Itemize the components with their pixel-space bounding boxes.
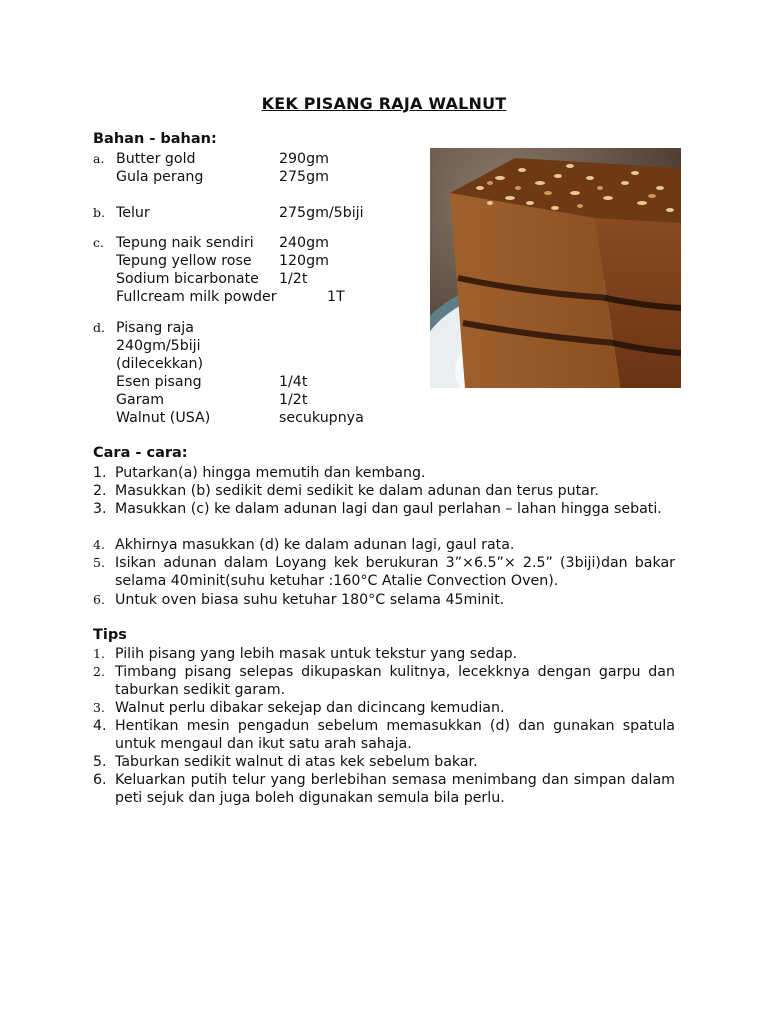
step-number: 2. <box>93 483 107 499</box>
step-number: 4. <box>93 537 105 552</box>
tip-number: 5. <box>93 754 107 770</box>
ingredient-name: Esen pisang <box>116 374 202 390</box>
group-marker: b. <box>93 205 105 220</box>
ingredient-name: Tepung yellow rose <box>116 253 252 269</box>
step-text: Masukkan (c) ke dalam adunan lagi dan gaul perlahan – lahan hingga sebati. <box>115 501 662 517</box>
ingredient-qty: 1/2t <box>279 271 308 287</box>
tip-text: Pilih pisang yang lebih masak untuk tekstur yang sedap. <box>115 646 518 662</box>
group-marker: a. <box>93 151 105 166</box>
ingredient-qty: 240gm <box>279 235 329 251</box>
ingredients-heading: Bahan - bahan: <box>93 131 217 147</box>
ingredient-name: Tepung naik sendiri <box>116 235 254 251</box>
ingredient-name: (dilecekkan) <box>116 356 204 372</box>
ingredient-qty: 290gm <box>279 151 329 167</box>
cake-photo <box>430 148 681 388</box>
method-heading: Cara - cara: <box>93 445 188 461</box>
ingredient-qty: 1/4t <box>279 374 308 390</box>
group-marker: d. <box>93 320 105 335</box>
tip-text: Walnut perlu dibakar sekejap dan dicincang kemudian. <box>115 700 505 716</box>
step-text: Akhirnya masukkan (d) ke dalam adunan lagi, gaul rata. <box>115 537 515 553</box>
ingredient-name: Sodium bicarbonate <box>116 271 259 287</box>
ingredient-qty: 275gm/5biji <box>279 205 364 221</box>
ingredient-qty: 275gm <box>279 169 329 185</box>
tips-heading: Tips <box>93 627 127 643</box>
step-text: Putarkan(a) hingga memutih dan kembang. <box>115 465 426 481</box>
tip-number: 3. <box>93 700 105 715</box>
page-title: KEK PISANG RAJA WALNUT <box>261 94 507 113</box>
step-text: Untuk oven biasa suhu ketuhar 180°C selama 45minit. <box>115 592 505 608</box>
step-number: 6. <box>93 592 105 607</box>
ingredient-name: Fullcream milk powder <box>116 289 277 305</box>
tip-text: Hentikan mesin pengadun sebelum memasukkan (d) dan gunakan spatula untuk mengaul dan ikut satu arah sahaja. <box>115 718 675 752</box>
tip-text: Keluarkan putih telur yang berlebihan semasa menimbang dan simpan dalam peti sejuk dan juga boleh digunakan semula bila perlu. <box>115 772 675 806</box>
group-marker: c. <box>93 235 104 250</box>
tip-number: 2. <box>93 664 105 679</box>
ingredient-qty: 1T <box>327 289 345 305</box>
ingredient-name: Telur <box>116 205 150 221</box>
step-number: 3. <box>93 501 107 517</box>
ingredient-qty: secukupnya <box>279 410 364 426</box>
ingredient-name: Pisang raja <box>116 320 194 336</box>
step-number: 1. <box>93 465 107 481</box>
step-text: Isikan adunan dalam Loyang kek berukuran 3”×6.5”× 2.5” (3biji)dan bakar selama 40minit(suhu ketuhar :160°C Atalie Convection Oven). <box>115 555 675 589</box>
ingredient-name: Garam <box>116 392 165 408</box>
ingredient-qty: 1/2t <box>279 392 308 408</box>
tip-number: 6. <box>93 772 107 788</box>
ingredient-name: Butter gold <box>116 151 196 167</box>
tip-number: 4. <box>93 718 107 734</box>
step-number: 5. <box>93 555 105 570</box>
tip-text: Timbang pisang selepas dikupaskan kulitnya, lecekknya dengan garpu dan taburkan sedikit garam. <box>115 664 675 698</box>
ingredient-name: Walnut (USA) <box>116 410 211 426</box>
ingredient-qty: 120gm <box>279 253 329 269</box>
cake-photo-illustration <box>430 148 681 388</box>
ingredient-name: Gula perang <box>116 169 204 185</box>
ingredient-name: 240gm/5biji <box>116 338 201 354</box>
tip-number: 1. <box>93 646 105 661</box>
step-text: Masukkan (b) sedikit demi sedikit ke dalam adunan dan terus putar. <box>115 483 599 499</box>
tip-text: Taburkan sedikit walnut di atas kek sebelum bakar. <box>115 754 478 770</box>
